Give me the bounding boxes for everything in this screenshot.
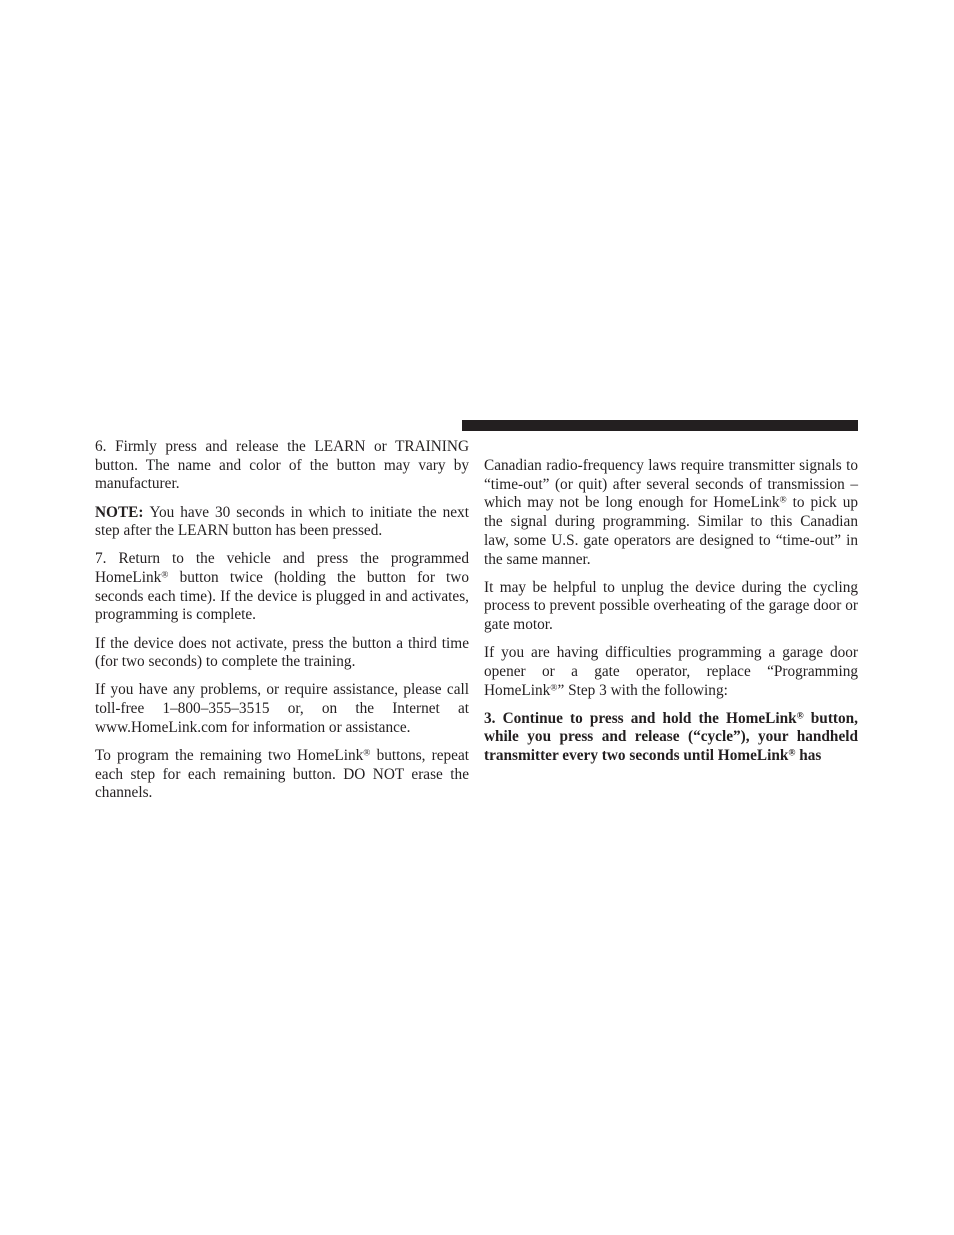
registered-mark: ® — [779, 496, 787, 507]
section-header-bar — [462, 420, 858, 431]
note-text: You have 30 seconds in which to initiate the next step after the LEARN button has been pressed. — [95, 503, 469, 540]
difficulties-paragraph: If you are having difficulties programming a garage door opener or a gate operator, replace “Programming HomeLink®” Step 3 with the following: — [484, 644, 858, 699]
registered-mark: ® — [788, 748, 796, 759]
left-column — [95, 438, 469, 812]
step-6-paragraph: 6. Firmly press and release the LEARN or TRAINING button. The name and color of the button may vary by manufacturer. — [95, 438, 469, 493]
registered-mark: ® — [796, 711, 804, 722]
registered-mark: ® — [161, 570, 169, 581]
note-paragraph — [95, 504, 469, 541]
step-7-paragraph: 7. Return to the vehicle and press the programmed HomeLink® button twice (holding the button for two seconds each time). If the device is plugged in and activates, programming is complete. — [95, 550, 469, 624]
unplug-paragraph: It may be helpful to unplug the device during the cycling process to prevent possible overheating of the garage door or gate motor. — [484, 578, 858, 634]
right-column — [484, 457, 858, 775]
registered-mark: ® — [550, 683, 558, 694]
no-activation-paragraph: If the device does not activate, press the button a third time (for two seconds) to complete the training. — [95, 634, 469, 671]
registered-mark: ® — [363, 748, 371, 759]
assistance-paragraph: If you have any problems, or require assistance, please call toll-free 1–800–355–3515 or, on the Internet at www.HomeLink.com for information or assistance. — [95, 681, 469, 736]
canadian-laws-paragraph: Canadian radio-frequency laws require transmitter signals to “time-out” (or quit) after several seconds of transmission – which may not be long enough for HomeLink® to pick up the signal during programming. Similar to this Canadian law, some U.S. gate operators are designed to “time-out” in the same manner. — [484, 457, 858, 568]
remaining-buttons-paragraph: To program the remaining two HomeLink® buttons, repeat each step for each remaining button. DO NOT erase the channels. — [95, 746, 469, 802]
step-3-replacement-paragraph: 3. Continue to press and hold the HomeLink® button, while you press and release (“cycle”), your handheld transmitter every two seconds until HomeLink® has — [484, 709, 858, 765]
note-label: NOTE: — [95, 503, 144, 521]
